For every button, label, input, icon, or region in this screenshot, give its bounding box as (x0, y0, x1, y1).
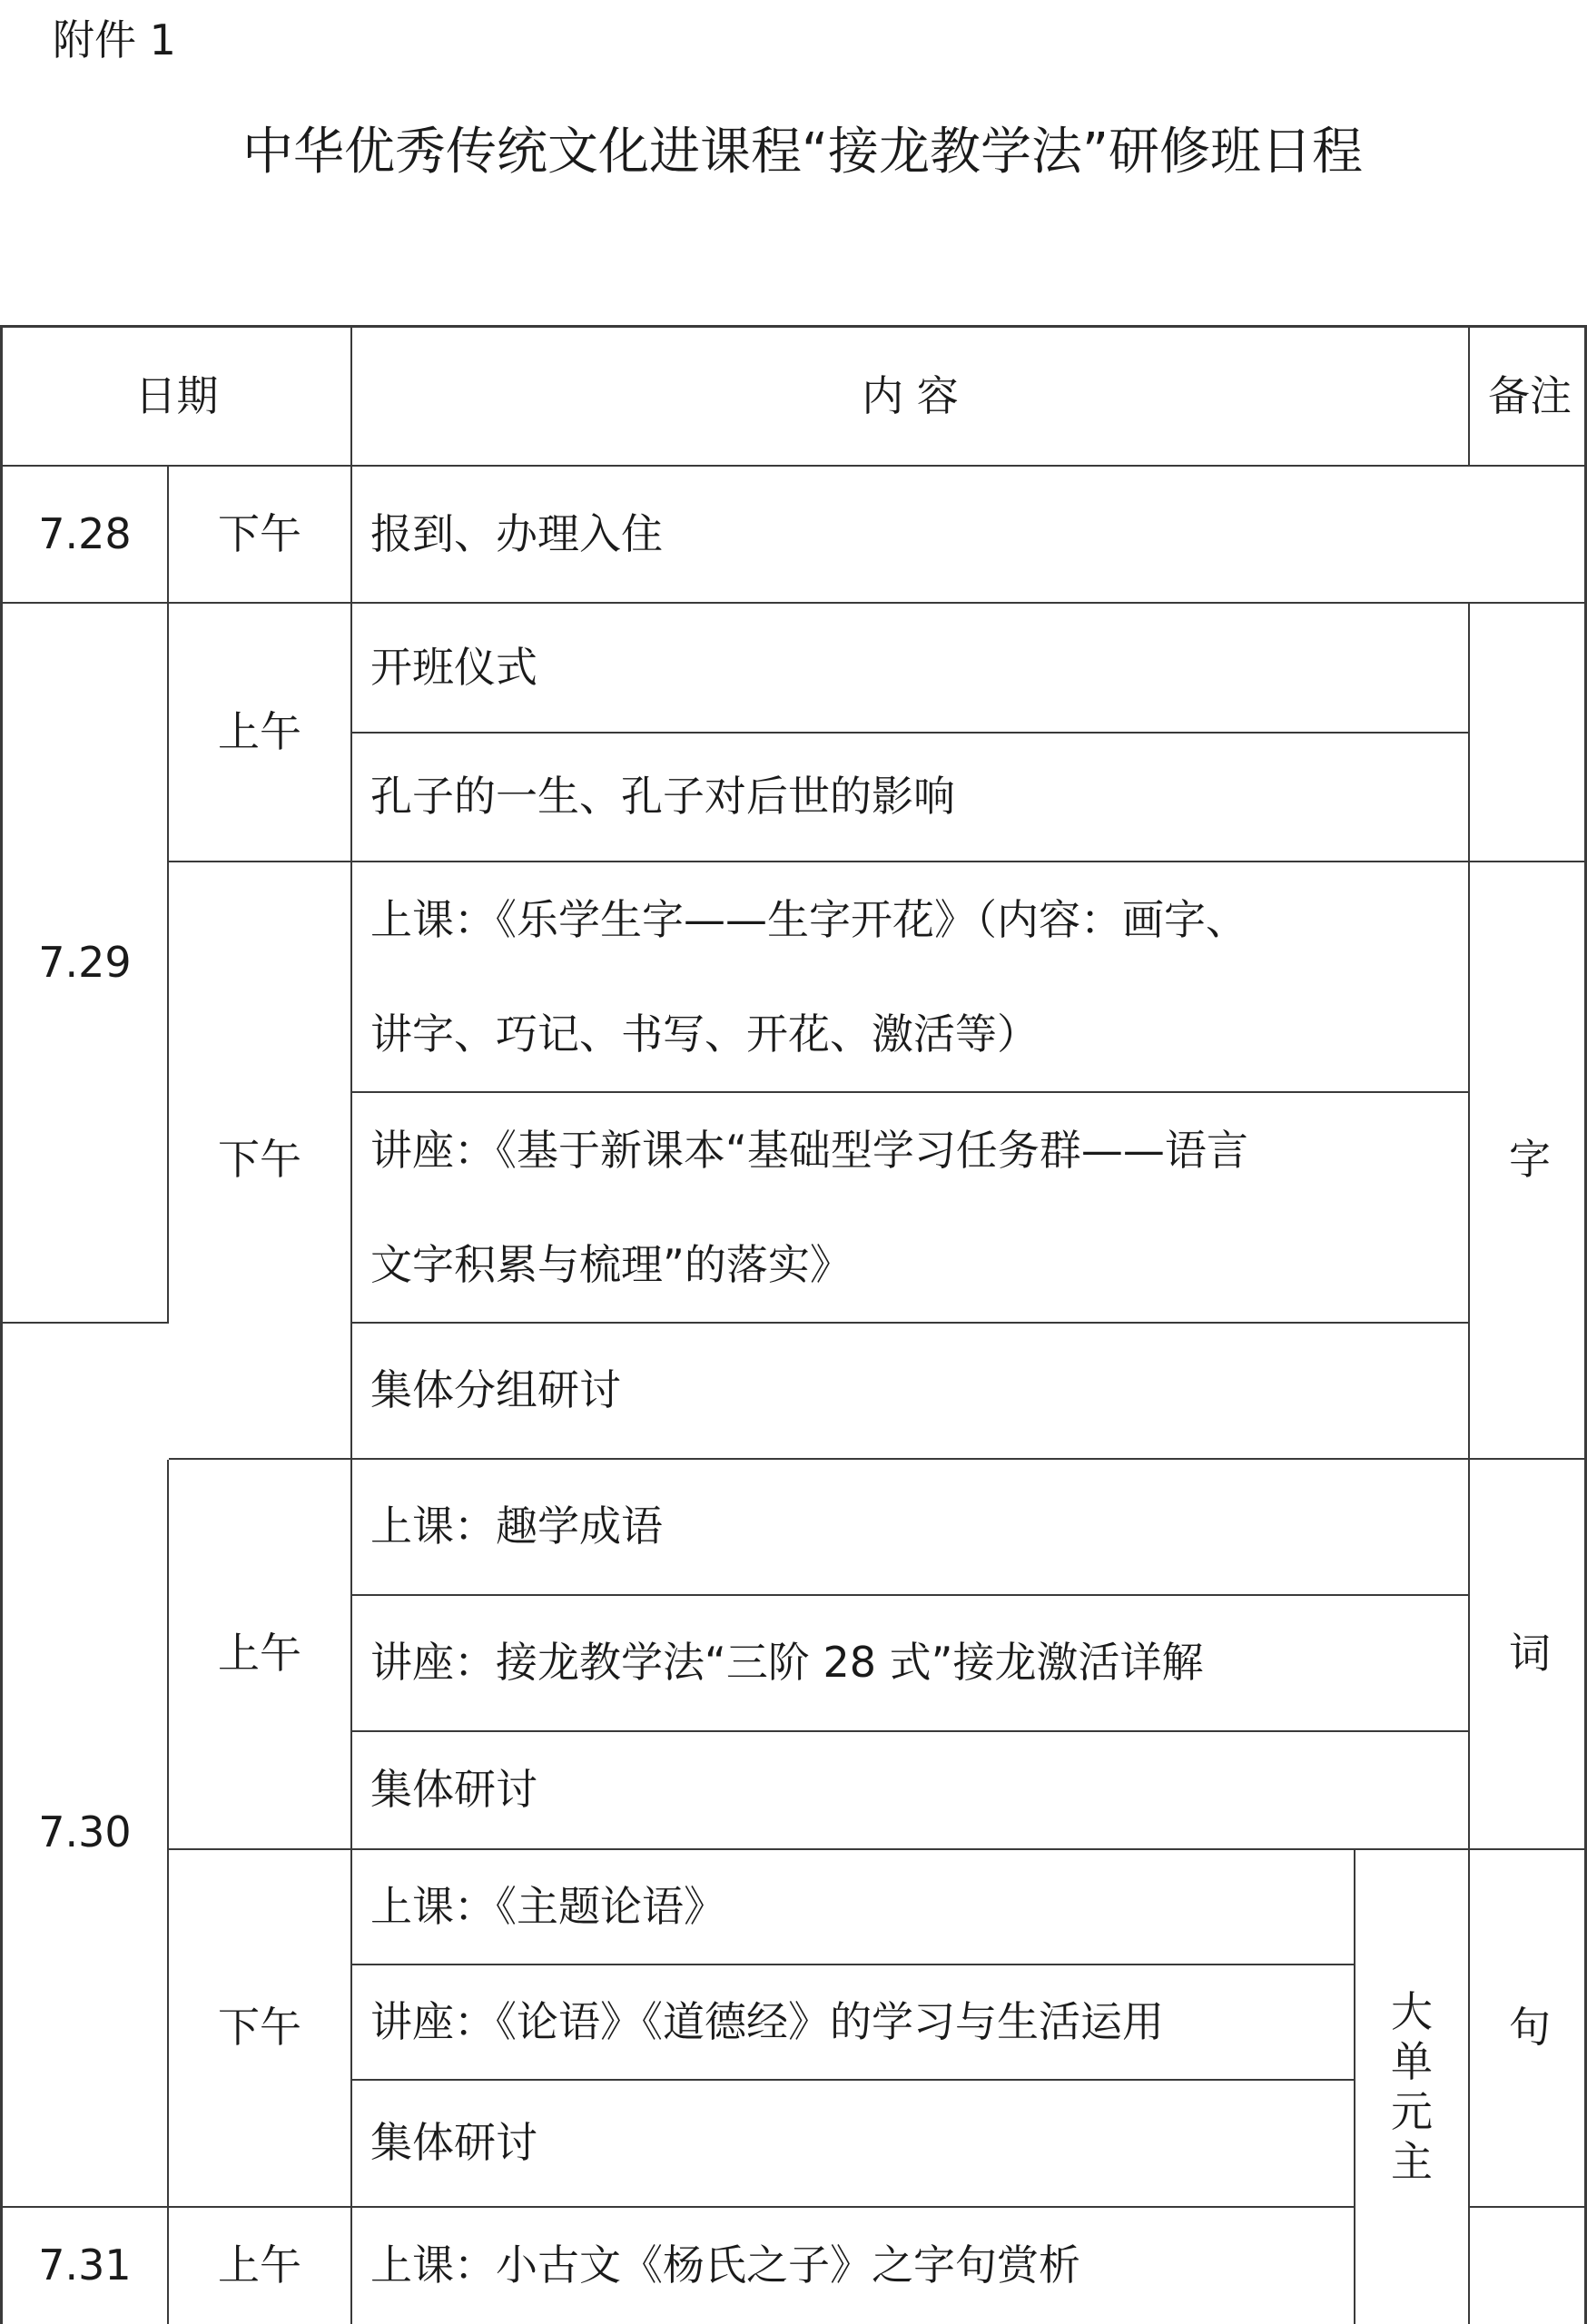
content-cell: 讲字、巧记、书写、开花、激活等） (352, 978, 1470, 1093)
vertical-note-char: 单 (1391, 2036, 1433, 2086)
period-cell: 下午 (169, 862, 352, 1460)
period-cell: 上午 (169, 2208, 352, 2324)
vertical-note (1355, 1850, 1470, 2324)
content-cell: 讲座：接龙教学法“三阶 28 式”接龙激活详解 (352, 1596, 1470, 1732)
header-date: 日期 (3, 328, 352, 467)
schedule-table (0, 325, 1587, 2324)
period-cell: 上午 (169, 1460, 352, 1850)
remark-cell: 字 (1470, 862, 1587, 1460)
content-cell: 讲座：《论语》《道德经》的学习与生活运用 (352, 1965, 1355, 2081)
vertical-note-char: 元 (1391, 2087, 1433, 2136)
page-title: 中华优秀传统文化进课程“接龙教学法”研修班日程 (242, 123, 1364, 182)
period-cell: 下午 (169, 1850, 352, 2208)
content-cell: 讲座：《基于新课本“基础型学习任务群——语言 (352, 1093, 1470, 1208)
date-cell: 7.31 (3, 2208, 169, 2324)
content-cell: 文字积累与梳理”的落实》 (352, 1208, 1470, 1324)
content-cell: 上课：趣学成语 (352, 1460, 1470, 1596)
header-content: 内 容 (352, 328, 1470, 467)
period-cell: 上午 (169, 604, 352, 862)
vertical-note-char: 主 (1391, 2137, 1433, 2187)
date-cell: 7.29 (3, 604, 169, 1324)
vertical-note-char: 大 (1391, 1986, 1433, 2036)
content-cell: 集体分组研讨 (352, 1324, 1470, 1460)
attachment-label: 附件 1 (53, 15, 176, 64)
content-cell: 开班仪式 (352, 604, 1470, 734)
content-cell: 上课：《主题论语》 (352, 1850, 1355, 1965)
content-cell: 报到、办理入住 (352, 467, 1587, 604)
content-cell: 集体研讨 (352, 2081, 1355, 2208)
remark-cell: 词 (1470, 1460, 1587, 1850)
remark-cell (1470, 604, 1587, 862)
content-cell: 孔子的一生、孔子对后世的影响 (352, 734, 1470, 862)
content-cell: 上课：《乐学生字——生字开花》（内容：画字、 (352, 862, 1470, 978)
content-cell: 集体研讨 (352, 1732, 1470, 1850)
date-cell: 7.28 (3, 467, 169, 604)
period-cell: 下午 (169, 467, 352, 604)
content-cell: 上课：小古文《杨氏之子》之字句赏析 (352, 2208, 1355, 2324)
header-remark: 备注 (1470, 328, 1587, 467)
date-cell: 7.30 (3, 1460, 169, 2208)
remark-cell: 句 (1470, 1850, 1587, 2208)
remark-cell (1470, 2208, 1587, 2324)
